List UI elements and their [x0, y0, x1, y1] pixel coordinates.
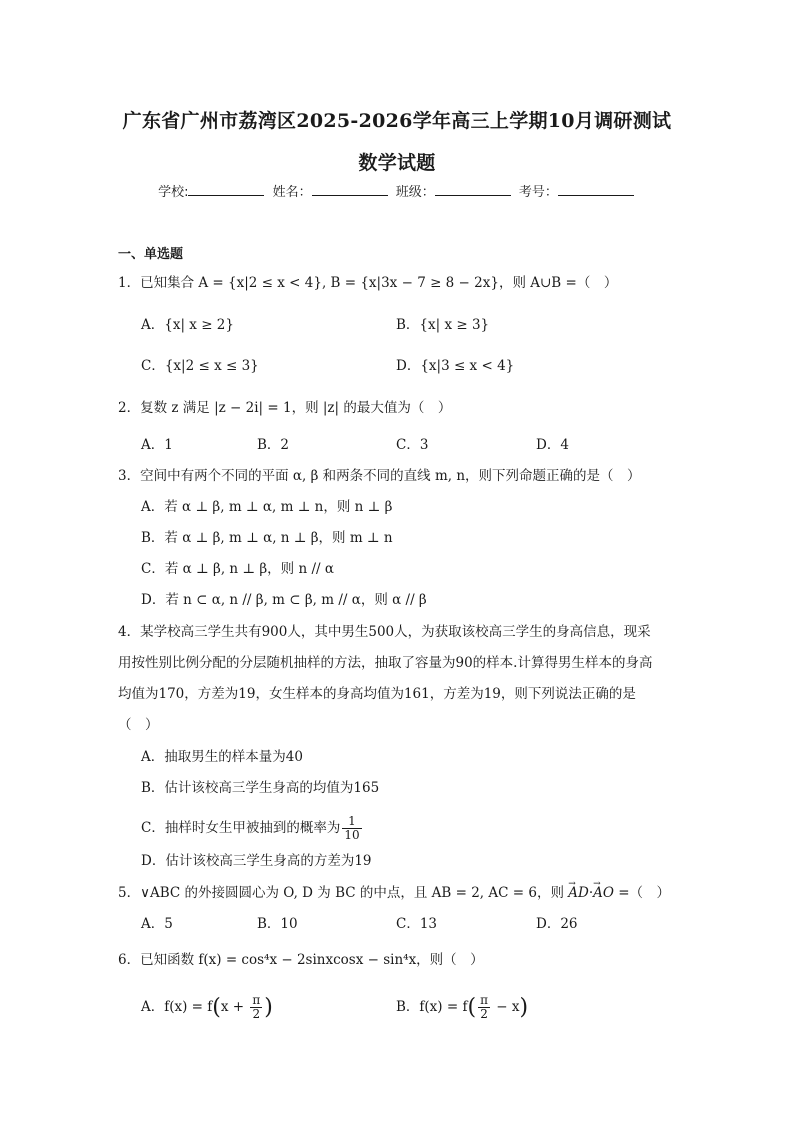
- fraction-denominator: 2: [252, 1007, 261, 1021]
- question-1-stem: 1．已知集合 A = {x|2 ≤ x < 4}, B = {x|3x − 7 ≥ 8 − 2x}，则 A∪B =（ ）: [118, 275, 618, 291]
- question-4-option-c-text: C．抽样时女生甲被抽到的概率为: [141, 820, 341, 836]
- question-5-option-a: A．5: [141, 916, 173, 932]
- question-1-option-c: C．{x|2 ≤ x ≤ 3}: [141, 358, 259, 374]
- question-3-option-a: A．若 α ⊥ β, m ⊥ α, m ⊥ n，则 n ⊥ β: [141, 499, 393, 515]
- right-paren: ): [264, 995, 273, 1020]
- question-5-option-d: D．26: [536, 916, 578, 932]
- question-1-option-b: B．{x| x ≥ 3}: [396, 317, 490, 333]
- question-4-stem-line-2: 用按性别比例分配的分层随机抽样的方法，抽取了容量为90的样本.计算得男生样本的身高: [118, 655, 653, 671]
- question-3-option-c: C．若 α ⊥ β, n ⊥ β，则 n // α: [141, 561, 334, 577]
- question-4-option-c: [141, 815, 364, 842]
- question-6-option-b: [396, 994, 528, 1021]
- dot-operator: ·: [588, 885, 594, 901]
- question-5-option-c: C．13: [396, 916, 438, 932]
- fraction-numerator: π: [480, 993, 488, 1007]
- question-4-option-b: B．估计该校高三学生身高的均值为165: [141, 780, 380, 796]
- pi-over-2-fraction: [478, 994, 490, 1021]
- name-label: 姓名：: [272, 185, 312, 200]
- question-1-option-a: A．{x| x ≥ 2}: [141, 317, 234, 333]
- school-blank[interactable]: [188, 183, 264, 196]
- exam-number-blank[interactable]: [558, 183, 634, 196]
- left-paren: (: [467, 995, 477, 1020]
- vector-ao: → AO: [593, 885, 614, 902]
- fraction-numerator: 1: [342, 815, 361, 829]
- question-4-stem-line-3: 均值为170，方差为19，女生样本的身高均值为161，方差为19，则下列说法正确的是: [118, 686, 636, 702]
- question-3-stem: 3．空间中有两个不同的平面 α, β 和两条不同的直线 m, n，则下列命题正确的是（ ）: [118, 468, 641, 484]
- question-1-option-d: D．{x|3 ≤ x < 4}: [396, 358, 515, 374]
- question-3-option-d: D．若 n ⊂ α, n // β, m ⊂ β, m // α，则 α // β: [141, 592, 427, 608]
- fraction-numerator: π: [252, 993, 261, 1007]
- vector-ad: → AD: [568, 885, 589, 902]
- question-3-option-b: B．若 α ⊥ β, m ⊥ α, n ⊥ β，则 m ⊥ n: [141, 530, 393, 546]
- exam-number-label: 考号：: [518, 185, 558, 200]
- exam-subtitle: 数学试题: [358, 152, 436, 174]
- student-info-line: [0, 181, 794, 200]
- question-2-option-b: B．2: [257, 437, 290, 453]
- question-2-stem: 2．复数 z 满足 |z − 2i| = 1，则 |z| 的最大值为（ ）: [118, 400, 452, 416]
- question-4-stem-line-4: （ ）: [118, 717, 159, 733]
- question-6-stem: 6．已知函数 f(x) = cos⁴x − 2sinxcosx − sin⁴x，则（ ）: [118, 952, 484, 968]
- question-2-option-a: A．1: [141, 437, 173, 453]
- question-6-option-a: [141, 994, 273, 1021]
- question-2-option-c: C．3: [396, 437, 429, 453]
- question-6-option-b-inner: − x: [491, 999, 520, 1015]
- question-5-option-b: B．10: [257, 916, 298, 932]
- fraction-denominator: 2: [480, 1007, 488, 1021]
- question-6-option-a-prefix: A．f(x) = f: [141, 999, 213, 1015]
- section-title: 一、单选题: [118, 247, 184, 262]
- right-paren: ): [519, 995, 529, 1020]
- name-blank[interactable]: [312, 183, 388, 196]
- question-2-option-d: D．4: [536, 437, 569, 453]
- class-blank[interactable]: [435, 183, 511, 196]
- question-4-option-a: A．抽取男生的样本量为40: [141, 749, 303, 765]
- pi-over-2-fraction: [250, 994, 262, 1021]
- question-5-stem-prefix: 5．∨ABC 的外接圆圆心为 O, D 为 BC 的中点，且 AB = 2, AC = 6，则: [118, 885, 569, 901]
- class-label: 班级：: [395, 185, 435, 200]
- question-5-stem: [118, 885, 670, 902]
- school-label: 学校:: [158, 185, 189, 200]
- question-6-option-b-prefix: B．f(x) = f: [396, 999, 468, 1015]
- exam-title: 广东省广州市荔湾区2025-2026学年高三上学期10月调研测试: [122, 110, 672, 132]
- left-paren: (: [212, 995, 221, 1020]
- question-4-option-d: D．估计该校高三学生身高的方差为19: [141, 853, 372, 869]
- question-6-option-a-inner: x +: [220, 999, 249, 1015]
- question-5-stem-suffix: =（ ）: [613, 885, 671, 901]
- question-4-stem-line-1: 4．某学校高三学生共有900人，其中男生500人，为获取该校高三学生的身高信息，现采: [118, 624, 651, 640]
- question-4-option-c-fraction: [342, 815, 361, 842]
- fraction-denominator: 10: [344, 828, 360, 842]
